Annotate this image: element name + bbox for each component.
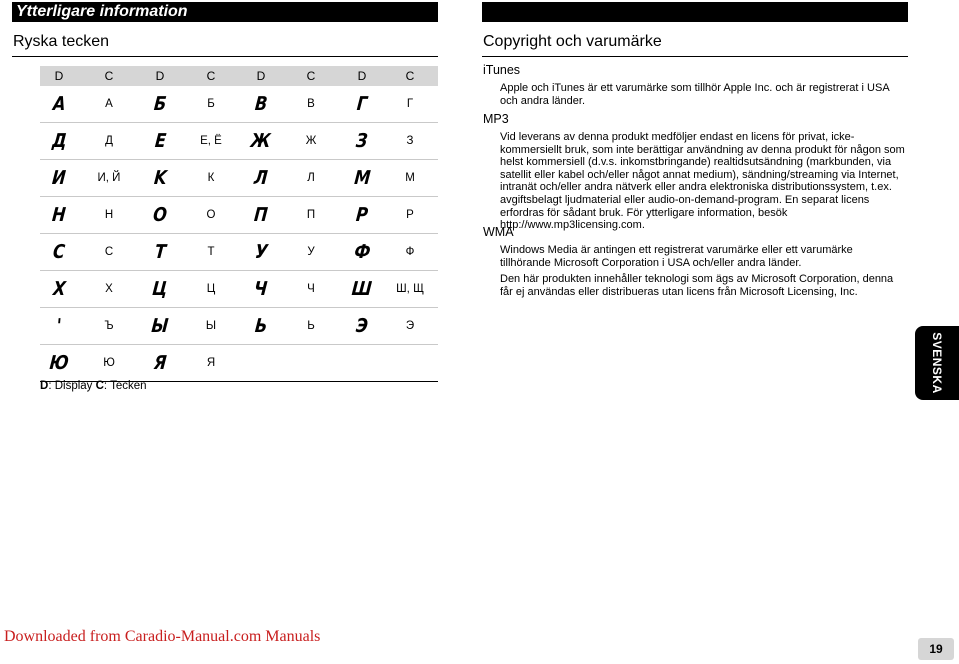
display-glyph-cell	[40, 160, 78, 197]
display-glyph-cell	[242, 197, 280, 234]
display-glyph: Ч	[253, 278, 269, 300]
display-glyph: K	[152, 167, 168, 189]
column-header-character: C	[382, 66, 438, 86]
left-title-rule	[12, 56, 438, 57]
character-cell: Б	[180, 86, 242, 123]
character-cell: Л	[280, 160, 342, 197]
display-glyph-cell	[140, 345, 180, 382]
column-header-display: D	[342, 66, 382, 86]
character-cell: А	[78, 86, 140, 123]
table-row	[40, 123, 438, 160]
column-header-display: D	[242, 66, 280, 86]
display-glyph: '	[55, 315, 63, 337]
display-glyph: Ю	[48, 352, 70, 374]
right-title-rule	[482, 56, 908, 57]
legend-d-key: D	[40, 380, 49, 392]
display-glyph: C	[52, 241, 66, 263]
character-cell	[382, 345, 438, 382]
display-glyph-cell	[40, 197, 78, 234]
wma-text-1: Windows Media är antingen ett registrerat varumärke eller ett varumärke tillhörande Microsoft Corporation i USA och/eller andra länder.	[500, 244, 853, 269]
character-cell	[280, 345, 342, 382]
display-glyph-cell	[40, 123, 78, 160]
display-glyph-cell	[242, 308, 280, 345]
display-glyph: З	[355, 130, 369, 152]
display-glyph: Я	[152, 352, 168, 374]
legend-d-text: : Display	[48, 380, 96, 392]
column-header-display: D	[140, 66, 180, 86]
download-source-link[interactable]: Downloaded from Caradio-Manual.com Manuals	[4, 628, 321, 645]
display-glyph-cell	[342, 234, 382, 271]
column-header-character: C	[180, 66, 242, 86]
table-row	[40, 234, 438, 271]
column-header-character: C	[78, 66, 140, 86]
character-cell: У	[280, 234, 342, 271]
mp3-text: Vid leverans av denna produkt medföljer endast en licens för privat, icke-kommersiellt bruk, som inte berättigar användning av denna produkt för någon som helst kommersiell (d.v.s. inkomstbringande) realtidsutsändning (markbunden, via satellit eller kabel och/eller något annat medium), sändning/streaming via Internet, intranät och/eller andra nätverk eller andra elektroniska distributionssystem, t.ex. avgiftsbelagt ljudmaterial eller audio-on-demand-program. En separat licens erfordras för sådant bruk. För ytterligare information, besök http://www.mp3licensing.com.	[500, 131, 905, 232]
display-glyph-cell	[342, 123, 382, 160]
table-row	[40, 160, 438, 197]
display-glyph: B	[253, 93, 269, 115]
character-cell: Н	[78, 197, 140, 234]
display-glyph-cell	[342, 345, 382, 382]
display-glyph: X	[51, 278, 67, 300]
column-header-display: D	[40, 66, 78, 86]
display-glyph-cell	[342, 308, 382, 345]
character-cell: О	[180, 197, 242, 234]
character-cell: Г	[382, 86, 438, 123]
character-cell: Ч	[280, 271, 342, 308]
display-glyph: Ц	[151, 278, 169, 300]
character-cell: В	[280, 86, 342, 123]
display-glyph: Л	[253, 167, 269, 189]
display-glyph-cell	[40, 271, 78, 308]
character-cell: З	[382, 123, 438, 160]
table-header-row	[40, 66, 438, 86]
display-glyph-cell	[140, 271, 180, 308]
display-glyph: A	[51, 93, 67, 115]
table-row	[40, 345, 438, 382]
display-glyph: П	[253, 204, 269, 226]
character-cell: Ц	[180, 271, 242, 308]
page-number: 19	[918, 638, 954, 660]
display-glyph-cell	[40, 308, 78, 345]
display-glyph: Г	[355, 93, 369, 115]
table-row	[40, 197, 438, 234]
display-glyph-cell	[342, 86, 382, 123]
language-side-tab	[915, 326, 959, 400]
table-row	[40, 271, 438, 308]
display-glyph: T	[153, 241, 167, 263]
character-cell: Ж	[280, 123, 342, 160]
itunes-heading: iTunes	[483, 63, 521, 77]
character-cell: И, Й	[78, 160, 140, 197]
display-glyph: Ь	[253, 315, 269, 337]
display-glyph: H	[51, 204, 67, 226]
left-header-bar	[12, 2, 438, 22]
character-cell: Т	[180, 234, 242, 271]
display-glyph-cell	[342, 197, 382, 234]
right-header-bar	[482, 2, 908, 22]
display-glyph: Ж	[250, 130, 272, 152]
character-cell: Ф	[382, 234, 438, 271]
display-glyph: Б	[152, 93, 168, 115]
display-glyph-cell	[40, 234, 78, 271]
display-glyph-cell	[342, 160, 382, 197]
legend-c-text: : Tecken	[103, 380, 147, 392]
display-glyph-cell	[140, 308, 180, 345]
display-glyph: У	[253, 241, 269, 263]
character-cell: Р	[382, 197, 438, 234]
display-glyph: P	[355, 204, 369, 226]
section-title-russian: Ryska tecken	[13, 33, 110, 50]
display-glyph: O	[152, 204, 168, 226]
character-cell: Э	[382, 308, 438, 345]
display-glyph: E	[153, 130, 167, 152]
display-glyph: Ы	[150, 315, 170, 337]
legend-c-key: C	[95, 380, 104, 392]
display-glyph: Д	[50, 130, 68, 152]
wma-text-2: Den här produkten innehåller teknologi som ägs av Microsoft Corporation, denna får ej användas eller distribueras utan licens från Microsoft Licensing, Inc.	[500, 273, 894, 298]
character-cell: Ъ	[78, 308, 140, 345]
display-glyph-cell	[140, 197, 180, 234]
display-glyph-cell	[40, 86, 78, 123]
display-glyph-cell	[40, 345, 78, 382]
character-cell: П	[280, 197, 342, 234]
character-cell: Ш, Щ	[382, 271, 438, 308]
character-cell: М	[382, 160, 438, 197]
display-glyph: Э	[355, 315, 369, 337]
display-glyph-cell	[242, 160, 280, 197]
display-glyph-cell	[140, 234, 180, 271]
mp3-heading: MP3	[483, 112, 509, 126]
display-glyph-cell	[242, 123, 280, 160]
table-row	[40, 308, 438, 345]
character-cell: Д	[78, 123, 140, 160]
display-glyph-cell	[242, 234, 280, 271]
display-glyph-cell	[242, 345, 280, 382]
character-cell: К	[180, 160, 242, 197]
character-cell: Ы	[180, 308, 242, 345]
display-glyph-cell	[140, 86, 180, 123]
character-cell: Х	[78, 271, 140, 308]
display-glyph: Ш	[351, 278, 373, 300]
character-cell: Е, Ё	[180, 123, 242, 160]
table-legend	[40, 380, 147, 392]
column-header-character: C	[280, 66, 342, 86]
display-glyph-cell	[242, 271, 280, 308]
display-glyph-cell	[140, 160, 180, 197]
display-glyph-cell	[242, 86, 280, 123]
display-glyph: M	[352, 167, 372, 189]
character-cell: Я	[180, 345, 242, 382]
display-glyph-cell	[342, 271, 382, 308]
section-title-copyright: Copyright och varumärke	[483, 33, 662, 50]
display-glyph: Ф	[353, 241, 371, 263]
russian-character-table	[40, 66, 438, 382]
itunes-text: Apple och iTunes är ett varumärke som tillhör Apple Inc. och är registrerat i USA och andra länder.	[500, 82, 890, 107]
language-side-tab-label: SVENSKA	[930, 332, 944, 394]
left-header-title: Ytterligare information	[16, 3, 188, 20]
character-cell: Ю	[78, 345, 140, 382]
character-cell: С	[78, 234, 140, 271]
display-glyph-cell	[140, 123, 180, 160]
display-glyph: И	[51, 167, 67, 189]
wma-heading: WMA	[483, 225, 514, 239]
table-row	[40, 86, 438, 123]
character-cell: Ь	[280, 308, 342, 345]
